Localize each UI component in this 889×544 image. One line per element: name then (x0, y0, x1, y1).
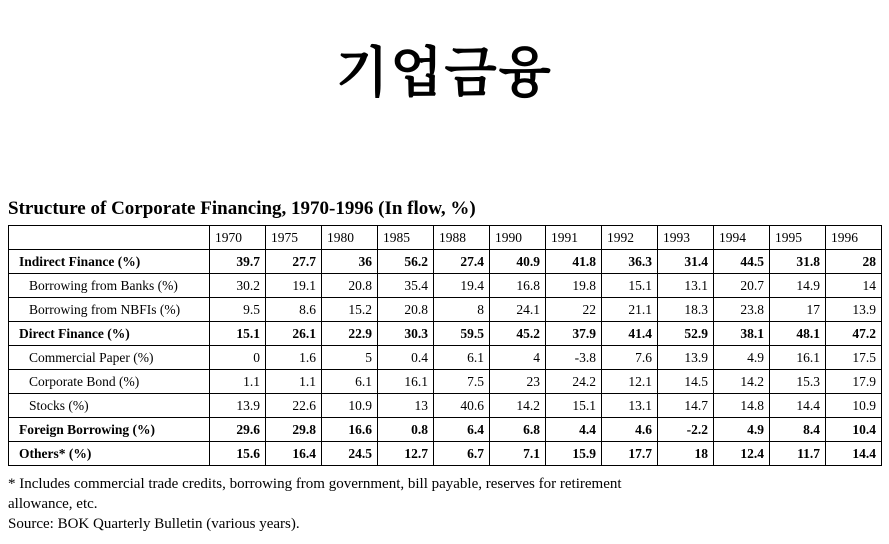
value-cell: 14.7 (658, 394, 714, 418)
value-cell: 15.6 (210, 442, 266, 466)
value-cell: 18 (658, 442, 714, 466)
value-cell: 17.5 (826, 346, 882, 370)
value-cell: 38.1 (714, 322, 770, 346)
value-cell: 4.4 (546, 418, 602, 442)
year-header-cell: 1995 (770, 226, 826, 250)
year-header-cell: 1992 (602, 226, 658, 250)
row-label-cell: Stocks (%) (9, 394, 210, 418)
value-cell: 13.9 (658, 346, 714, 370)
value-cell: 48.1 (770, 322, 826, 346)
value-cell: 19.8 (546, 274, 602, 298)
value-cell: 1.1 (266, 370, 322, 394)
value-cell: 41.4 (602, 322, 658, 346)
value-cell: 15.1 (546, 394, 602, 418)
value-cell: 10.4 (826, 418, 882, 442)
value-cell: 20.8 (378, 298, 434, 322)
value-cell: 4.6 (602, 418, 658, 442)
value-cell: 13 (378, 394, 434, 418)
year-header-cell: 1996 (826, 226, 882, 250)
value-cell: 56.2 (378, 250, 434, 274)
value-cell: 9.5 (210, 298, 266, 322)
value-cell: 16.4 (266, 442, 322, 466)
footnote-line-2: allowance, etc. (8, 496, 98, 512)
value-cell: 1.1 (210, 370, 266, 394)
value-cell: 40.9 (490, 250, 546, 274)
value-cell: 6.7 (434, 442, 490, 466)
value-cell: -2.2 (658, 418, 714, 442)
value-cell: 14.4 (826, 442, 882, 466)
row-label-cell: Borrowing from Banks (%) (9, 274, 210, 298)
value-cell: 4.9 (714, 418, 770, 442)
value-cell: 14.5 (658, 370, 714, 394)
value-cell: 27.4 (434, 250, 490, 274)
row-label-cell: Corporate Bond (%) (9, 370, 210, 394)
value-cell: 8.6 (266, 298, 322, 322)
row-label-cell: Indirect Finance (%) (9, 250, 210, 274)
value-cell: 0.4 (378, 346, 434, 370)
table-row (9, 250, 882, 274)
value-cell: 17 (770, 298, 826, 322)
year-header-cell: 1985 (378, 226, 434, 250)
value-cell: 7.6 (602, 346, 658, 370)
table-caption: Structure of Corporate Financing, 1970-1996 (In flow, %) (8, 198, 476, 219)
value-cell: 22.6 (266, 394, 322, 418)
value-cell: 59.5 (434, 322, 490, 346)
value-cell: 11.7 (770, 442, 826, 466)
header-corner-cell (9, 226, 210, 250)
value-cell: 13.1 (658, 274, 714, 298)
value-cell: 22.9 (322, 322, 378, 346)
value-cell: 23.8 (714, 298, 770, 322)
row-label-cell: Direct Finance (%) (9, 322, 210, 346)
year-header-cell: 1990 (490, 226, 546, 250)
value-cell: 47.2 (826, 322, 882, 346)
value-cell: 16.1 (378, 370, 434, 394)
value-cell: 41.8 (546, 250, 602, 274)
value-cell: 14.2 (490, 394, 546, 418)
value-cell: 15.2 (322, 298, 378, 322)
value-cell: 4.9 (714, 346, 770, 370)
year-header-cell: 1993 (658, 226, 714, 250)
value-cell: 31.4 (658, 250, 714, 274)
value-cell: 30.2 (210, 274, 266, 298)
year-header-cell: 1975 (266, 226, 322, 250)
value-cell: 15.3 (770, 370, 826, 394)
value-cell: 36 (322, 250, 378, 274)
value-cell: 17.9 (826, 370, 882, 394)
table-row (9, 394, 882, 418)
value-cell: 40.6 (434, 394, 490, 418)
value-cell: 14 (826, 274, 882, 298)
value-cell: 29.6 (210, 418, 266, 442)
value-cell: 16.6 (322, 418, 378, 442)
value-cell: 20.8 (322, 274, 378, 298)
year-header-cell: 1994 (714, 226, 770, 250)
value-cell: 22 (546, 298, 602, 322)
table-row (9, 322, 882, 346)
value-cell: 16.8 (490, 274, 546, 298)
slide-title: 기업금융 (336, 41, 553, 104)
notes (8, 474, 878, 534)
value-cell: 6.1 (322, 370, 378, 394)
value-cell: 31.8 (770, 250, 826, 274)
footnote-line-1: * Includes commercial trade credits, borrowing from government, bill payable, reserves for retirement (8, 476, 622, 492)
value-cell: 5 (322, 346, 378, 370)
value-cell: 7.5 (434, 370, 490, 394)
value-cell: 0 (210, 346, 266, 370)
row-label-cell: Commercial Paper (%) (9, 346, 210, 370)
financing-table (8, 225, 882, 466)
value-cell: 12.7 (378, 442, 434, 466)
value-cell: -3.8 (546, 346, 602, 370)
value-cell: 10.9 (322, 394, 378, 418)
value-cell: 15.9 (546, 442, 602, 466)
value-cell: 14.2 (714, 370, 770, 394)
table-row (9, 442, 882, 466)
value-cell: 29.8 (266, 418, 322, 442)
value-cell: 30.3 (378, 322, 434, 346)
value-cell: 19.4 (434, 274, 490, 298)
table-row (9, 298, 882, 322)
value-cell: 23 (490, 370, 546, 394)
table-row (9, 274, 882, 298)
value-cell: 44.5 (714, 250, 770, 274)
value-cell: 13.9 (210, 394, 266, 418)
value-cell: 18.3 (658, 298, 714, 322)
value-cell: 6.8 (490, 418, 546, 442)
value-cell: 20.7 (714, 274, 770, 298)
value-cell: 45.2 (490, 322, 546, 346)
table-row (9, 418, 882, 442)
value-cell: 36.3 (602, 250, 658, 274)
row-label-cell: Others* (%) (9, 442, 210, 466)
value-cell: 8 (434, 298, 490, 322)
source-note: Source: BOK Quarterly Bulletin (various years). (8, 516, 300, 532)
value-cell: 14.4 (770, 394, 826, 418)
value-cell: 37.9 (546, 322, 602, 346)
value-cell: 15.1 (602, 274, 658, 298)
year-header-cell: 1991 (546, 226, 602, 250)
value-cell: 15.1 (210, 322, 266, 346)
value-cell: 24.2 (546, 370, 602, 394)
value-cell: 1.6 (266, 346, 322, 370)
value-cell: 39.7 (210, 250, 266, 274)
year-header-cell: 1970 (210, 226, 266, 250)
value-cell: 52.9 (658, 322, 714, 346)
value-cell: 12.1 (602, 370, 658, 394)
value-cell: 14.9 (770, 274, 826, 298)
value-cell: 21.1 (602, 298, 658, 322)
value-cell: 17.7 (602, 442, 658, 466)
table-row (9, 346, 882, 370)
value-cell: 16.1 (770, 346, 826, 370)
year-header-cell: 1980 (322, 226, 378, 250)
value-cell: 28 (826, 250, 882, 274)
value-cell: 27.7 (266, 250, 322, 274)
value-cell: 12.4 (714, 442, 770, 466)
row-label-cell: Borrowing from NBFIs (%) (9, 298, 210, 322)
value-cell: 10.9 (826, 394, 882, 418)
value-cell: 0.8 (378, 418, 434, 442)
header-row (9, 226, 882, 250)
value-cell: 26.1 (266, 322, 322, 346)
value-cell: 13.1 (602, 394, 658, 418)
value-cell: 13.9 (826, 298, 882, 322)
value-cell: 14.8 (714, 394, 770, 418)
value-cell: 8.4 (770, 418, 826, 442)
year-header-cell: 1988 (434, 226, 490, 250)
value-cell: 6.4 (434, 418, 490, 442)
table-row (9, 370, 882, 394)
value-cell: 4 (490, 346, 546, 370)
value-cell: 35.4 (378, 274, 434, 298)
value-cell: 6.1 (434, 346, 490, 370)
row-label-cell: Foreign Borrowing (%) (9, 418, 210, 442)
value-cell: 7.1 (490, 442, 546, 466)
value-cell: 24.1 (490, 298, 546, 322)
value-cell: 19.1 (266, 274, 322, 298)
value-cell: 24.5 (322, 442, 378, 466)
